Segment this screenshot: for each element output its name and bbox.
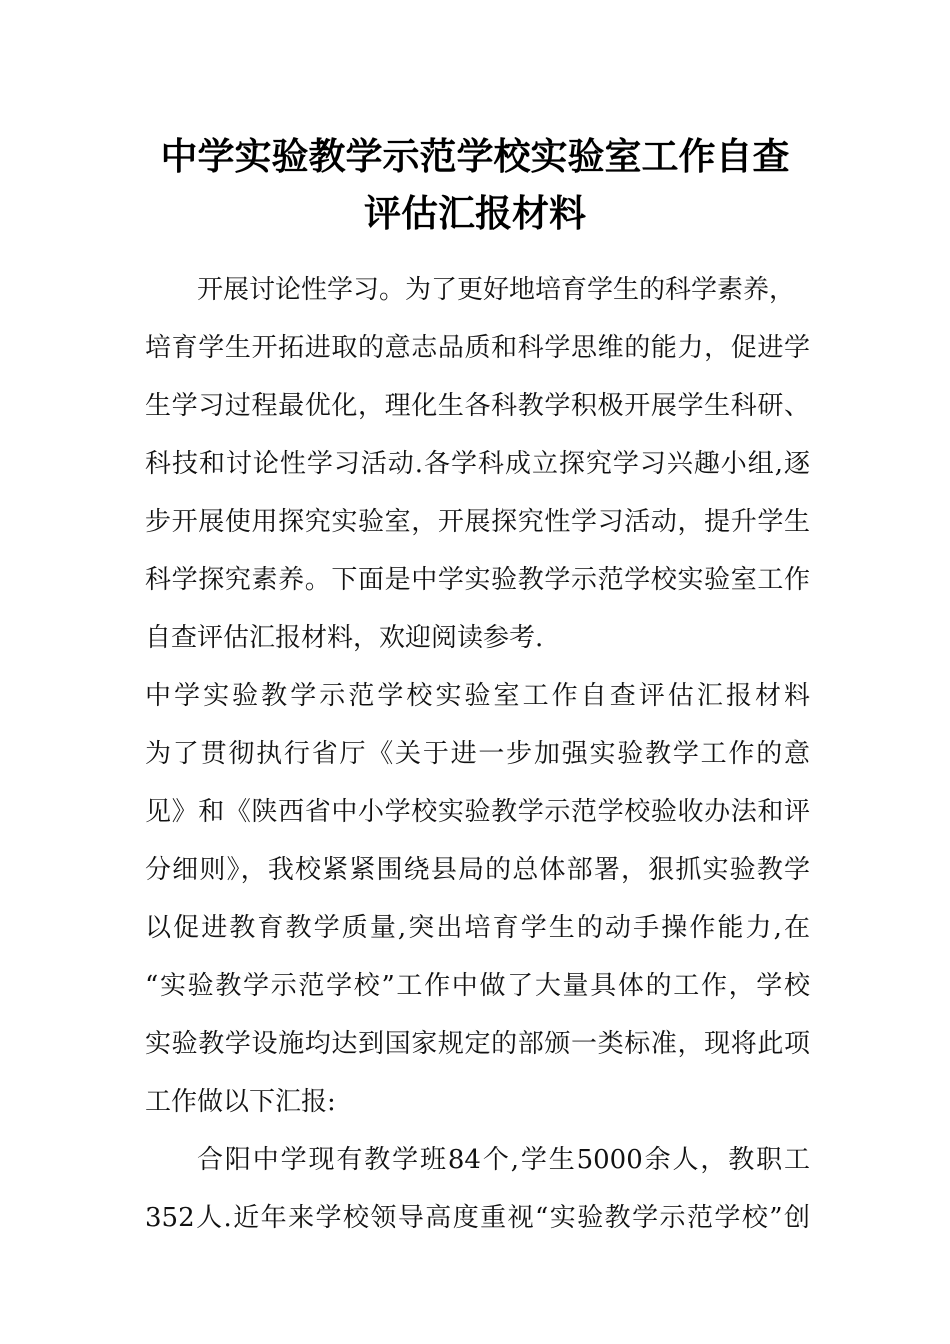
body-line-4: 科技和讨论性学习活动.各学科成立探究学习兴趣小组,逐 bbox=[145, 449, 810, 479]
body-line-6: 科学探究素养。下面是中学实验教学示范学校实验室工作 bbox=[145, 565, 810, 595]
body-line-14: 实验教学设施均达到国家规定的部颁一类标准，现将此项 bbox=[145, 1029, 810, 1059]
document-title bbox=[145, 128, 805, 242]
body-line-9: 为了贯彻执行省厅《关于进一步加强实验教学工作的意 bbox=[145, 739, 810, 769]
body-line-10: 见》和《陕西省中小学校实验教学示范学校验收办法和评 bbox=[145, 797, 810, 827]
body-line-16: 合阳中学现有教学班84个,学生5000余人，教职工 bbox=[197, 1145, 810, 1175]
body-line-5: 步开展使用探究实验室，开展探究性学习活动，提升学生 bbox=[145, 507, 810, 537]
body-line-1: 开展讨论性学习。为了更好地培育学生的科学素养， bbox=[197, 275, 796, 305]
body-line-3: 生学习过程最优化，理化生各科教学积极开展学生科研、 bbox=[145, 391, 810, 421]
body-line-7: 自查评估汇报材料，欢迎阅读参考. bbox=[145, 623, 544, 653]
body-line-13: “实验教学示范学校”工作中做了大量具体的工作，学校 bbox=[145, 971, 810, 1001]
body-line-17: 352人.近年来学校领导高度重视“实验教学示范学校”创 bbox=[145, 1203, 810, 1233]
body-line-11: 分细则》，我校紧紧围绕县局的总体部署，狠抓实验教学 bbox=[145, 855, 810, 885]
body-line-12: 以促进教育教学质量,突出培育学生的动手操作能力,在 bbox=[145, 913, 810, 943]
title-line-1: 中学实验教学示范学校实验室工作自查 bbox=[160, 134, 790, 178]
body-line-2: 培育学生开拓进取的意志品质和科学思维的能力，促进学 bbox=[145, 333, 810, 363]
document-body bbox=[145, 261, 810, 1247]
body-line-15: 工作做以下汇报: bbox=[145, 1087, 336, 1117]
title-line-2: 评估汇报材料 bbox=[364, 191, 586, 235]
body-line-8: 中学实验教学示范学校实验室工作自查评估汇报材料 bbox=[145, 681, 810, 711]
